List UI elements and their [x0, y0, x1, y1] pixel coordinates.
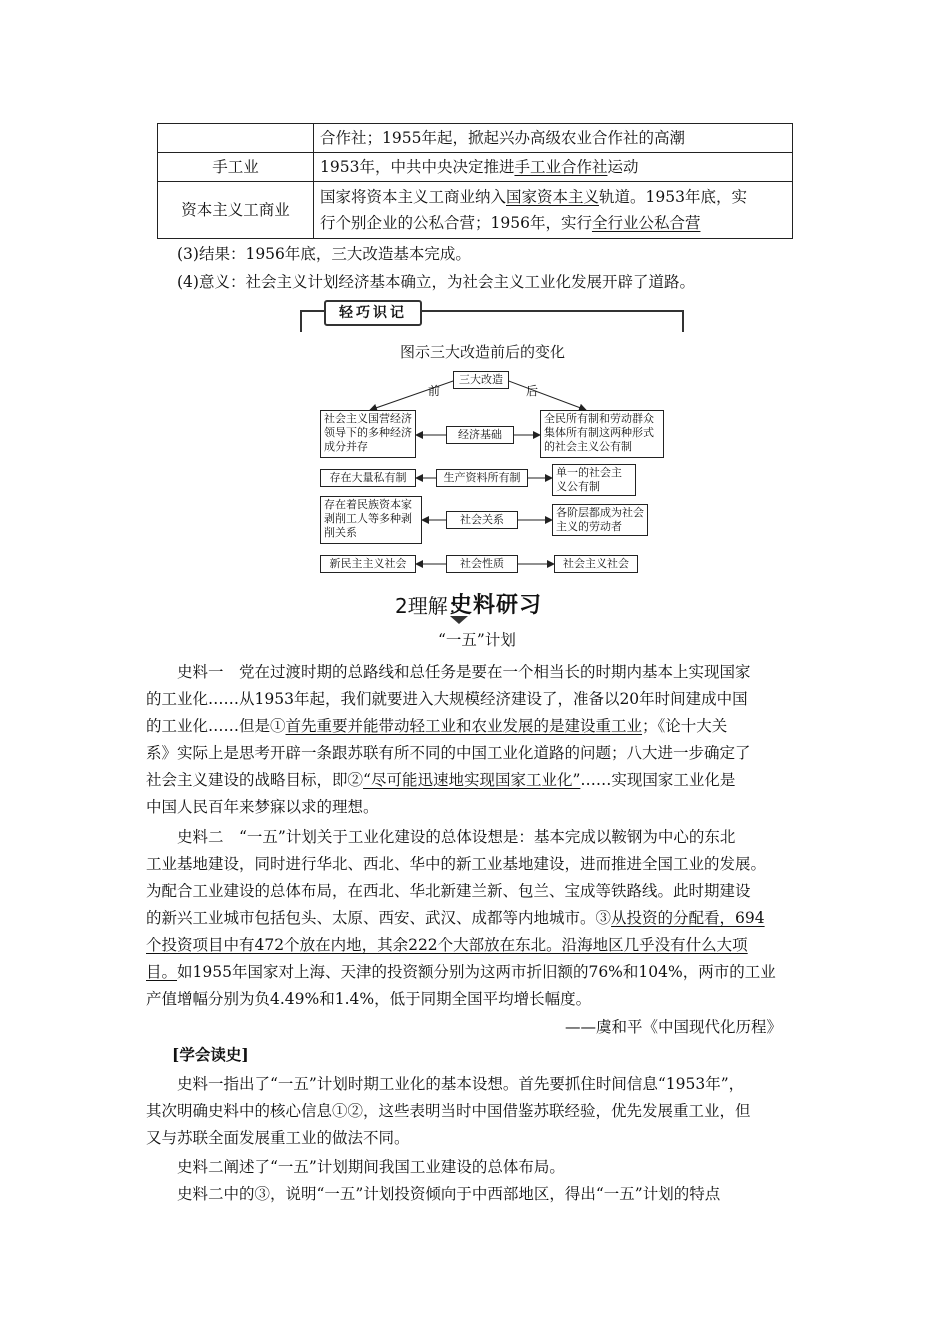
- diagram-left-box: 存在大量私有制: [320, 469, 416, 487]
- table-cell-content: 1953年，中共中央决定推进手工业合作社运动: [314, 153, 793, 182]
- diagram-mid-box: 经济基础: [446, 426, 514, 444]
- diagram-mid-box: 社会性质: [446, 555, 518, 573]
- memory-banner: [300, 300, 682, 332]
- diagram-left-box: 新民主主义社会: [320, 555, 416, 573]
- diagram-title: 图示三大改造前后的变化: [400, 343, 566, 361]
- reform-table: [157, 123, 793, 239]
- learn-paragraph: 史料二中的③，说明“一五”计划投资倾向于中西部地区，得出“一五”计划的特点: [177, 1185, 721, 1203]
- table-row: [158, 182, 793, 239]
- source2-line: 为配合工业建设的总体布局，在西北、华北新建兰新、包兰、宝成等铁路线。此时期建设: [146, 882, 751, 900]
- table-cell-category: 手工业: [158, 153, 314, 182]
- section-heading: [395, 588, 575, 622]
- diagram-mid-box: 生产资料所有制: [436, 469, 528, 487]
- table-row: [158, 124, 793, 153]
- table-row: [158, 153, 793, 182]
- table-cell-content: 合作社；1955年起，掀起兴办高级农业合作社的高潮: [314, 124, 793, 153]
- diagram-right-box: 单一的社会主义公有制: [552, 464, 636, 496]
- diagram-left-box: 存在着民族资本家剥削工人等多种剥削关系: [320, 496, 422, 544]
- reform-diagram: [318, 368, 668, 580]
- attribution: ——虞和平《中国现代化历程》: [565, 1018, 783, 1036]
- learn-paragraph: 史料一指出了“一五”计划时期工业化的基本设想。首先要抓住时间信息“1953年”，: [177, 1075, 745, 1093]
- source1-line: 的工业化……从1953年起，我们就要进入大规模经济建设了，准备以20年时间建成中国: [146, 690, 748, 708]
- source1-line: 社会主义建设的战略目标，即②“尽可能迅速地实现国家工业化”……实现国家工业化是: [146, 771, 736, 789]
- result-text: (3)结果：1956年底，三大改造基本完成。: [177, 245, 471, 263]
- diagram-right-box: 社会主义社会: [554, 555, 638, 573]
- diagram-after-label: 后: [526, 384, 539, 398]
- plan-title: “一五”计划: [438, 631, 516, 649]
- section-title: 史料研习: [450, 593, 543, 618]
- meaning-text: (4)意义：社会主义计划经济基本确立，为社会主义工业化发展开辟了道路。: [177, 273, 695, 291]
- diagram-left-box: 社会主义国营经济领导下的多种经济成分并存: [320, 410, 416, 458]
- source2-line: 个投资项目中有472个放在内地，其余222个大部放在东北。沿海地区几乎没有什么大项: [146, 936, 748, 954]
- diagram-right-box: 全民所有制和劳动群众集体所有制这两种形式的社会主义公有制: [540, 410, 664, 458]
- learn-paragraph: 又与苏联全面发展重工业的做法不同。: [146, 1129, 410, 1147]
- source1-line: 史料一 党在过渡时期的总路线和总任务是要在一个相当长的时期内基本上实现国家: [177, 663, 751, 681]
- source1-line: 的工业化……但是①首先重要并能带动轻工业和农业发展的是建设重工业；《论十大关: [146, 717, 728, 735]
- learn-heading: [学会读史]: [172, 1045, 249, 1064]
- section-number: 2理解：: [395, 594, 468, 618]
- table-cell-category: [158, 124, 314, 153]
- source2-line: 产值增幅分别为负4.49%和1.4%，低于同期全国平均增长幅度。: [146, 990, 592, 1008]
- learn-paragraph: 其次明确史料中的核心信息①②，这些表明当时中国借鉴苏联经验，优先发展重工业，但: [146, 1102, 751, 1120]
- table-cell-content: 国家将资本主义工商业纳入国家资本主义轨道。1953年底，实 行个别企业的公私合营；1956年，实行全行业公私合营: [314, 182, 793, 239]
- diagram-mid-box: 社会关系: [446, 511, 518, 529]
- triangle-icon: [450, 616, 468, 624]
- source1-line: 中国人民百年来梦寐以求的理想。: [146, 798, 379, 816]
- source2-line: 的新兴工业城市包括包头、太原、西安、武汉、成都等内地城市。③从投资的分配看，694: [146, 909, 765, 927]
- source2-line: 工业基地建设，同时进行华北、西北、华中的新工业基地建设，进而推进全国工业的发展。: [146, 855, 767, 873]
- banner-label: 轻巧识记: [324, 300, 422, 326]
- learn-paragraph: 史料二阐述了“一五”计划期间我国工业建设的总体布局。: [177, 1158, 565, 1176]
- diagram-before-label: 前: [428, 384, 441, 398]
- source2-line: 目。如1955年国家对上海、天津的投资额分别为这两市折旧额的76%和104%，两市的工业: [146, 963, 776, 981]
- source1-line: 系》实际上是思考开辟一条跟苏联有所不同的中国工业化道路的问题；八大进一步确定了: [146, 744, 751, 762]
- table-cell-category: 资本主义工商业: [158, 182, 314, 239]
- diagram-top-box: 三大改造: [453, 371, 509, 389]
- diagram-right-box: 各阶层都成为社会主义的劳动者: [552, 504, 648, 536]
- source2-line: 史料二 “一五”计划关于工业化建设的总体设想是：基本完成以鞍钢为中心的东北: [177, 828, 736, 846]
